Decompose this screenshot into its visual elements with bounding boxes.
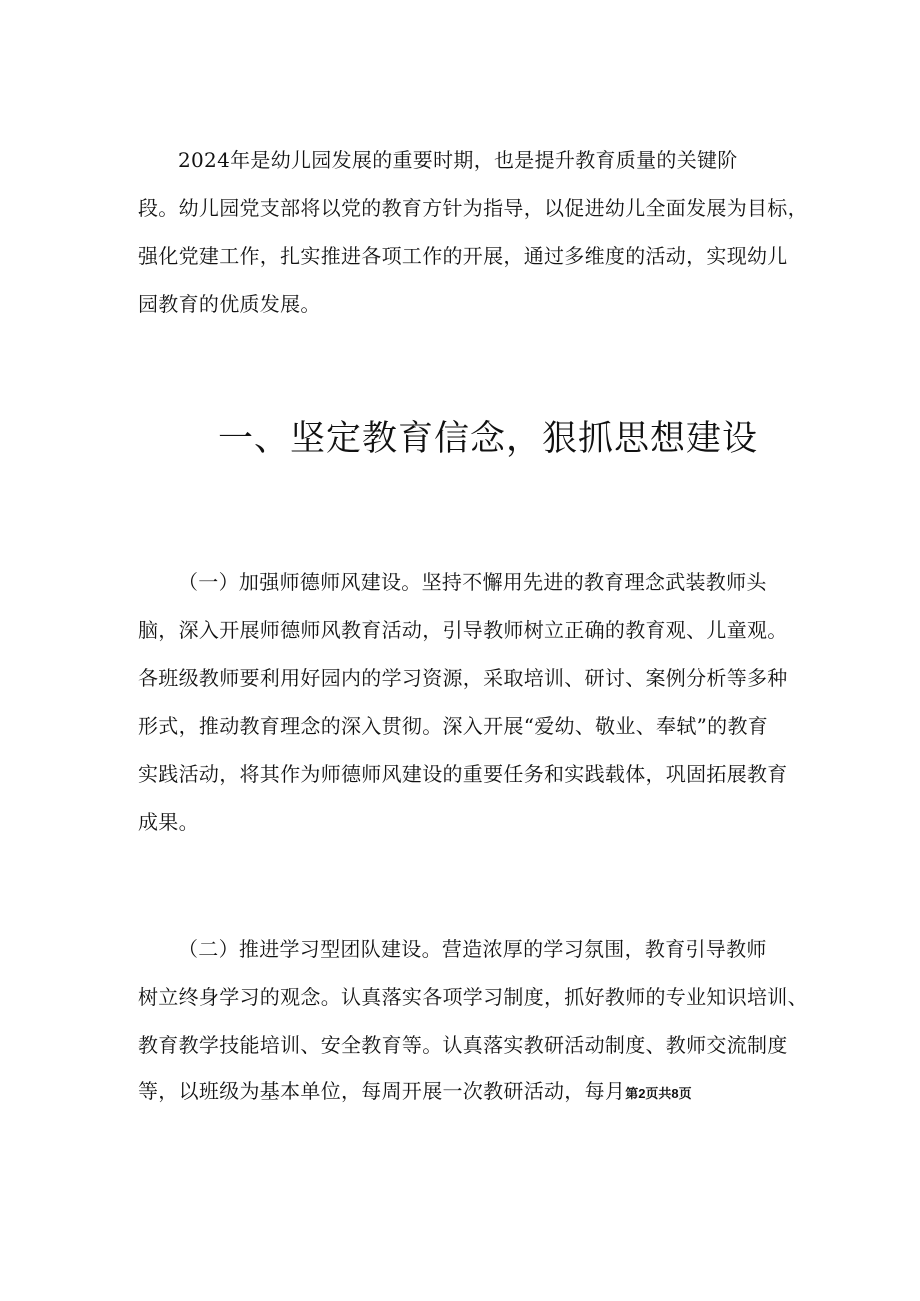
paragraph-line: 实践活动，将其作为师德师风建设的重要任务和实践载体，巩固拓展教育 <box>138 762 788 786</box>
intro-line: 园教育的优质发展。 <box>138 292 321 316</box>
paragraph-line: 各班级教师要利用好园内的学习资源，采取培训、研讨、案例分析等多种 <box>138 666 788 690</box>
paragraph-line-last <box>138 1079 692 1106</box>
section-heading: 一、坚定教育信念，狠抓思想建设 <box>218 419 759 459</box>
paragraph-text: 等，以班级为基本单位，每周开展一次教研活动，每月 <box>138 1079 626 1103</box>
paragraph-line: 形式，推动教育理念的深入贯彻。深入开展“爱幼、敬业、奉轼”的教育 <box>138 714 769 738</box>
paragraph-line: 成果。 <box>138 810 199 834</box>
paragraph-line: （一）加强师德师风建设。坚持不懈用先进的教育理念武装教师头 <box>178 570 767 594</box>
page-number: 第2页共8页 <box>625 1086 692 1101</box>
paragraph-line: 树立终身学习的观念。认真落实各项学习制度，抓好教师的专业知识培训、 <box>138 985 808 1009</box>
intro-line: 段。幼儿园党支部将以党的教育方针为指导，以促进幼儿全面发展为目标， <box>138 196 808 220</box>
intro-line: 强化党建工作，扎实推进各项工作的开展，通过多维度的活动，实现幼儿 <box>138 244 788 268</box>
paragraph-line: （二）推进学习型团队建设。营造浓厚的学习氛围，教育引导教师 <box>178 937 767 961</box>
intro-line: 2024年是幼儿园发展的重要时期，也是提升教育质量的关键阶 <box>178 148 738 172</box>
paragraph-line: 脑，深入开展师德师风教育活动，引导教师树立正确的教育观、儿童观。 <box>138 618 788 642</box>
paragraph-line: 教育教学技能培训、安全教育等。认真落实教研活动制度、教师交流制度 <box>138 1033 788 1057</box>
